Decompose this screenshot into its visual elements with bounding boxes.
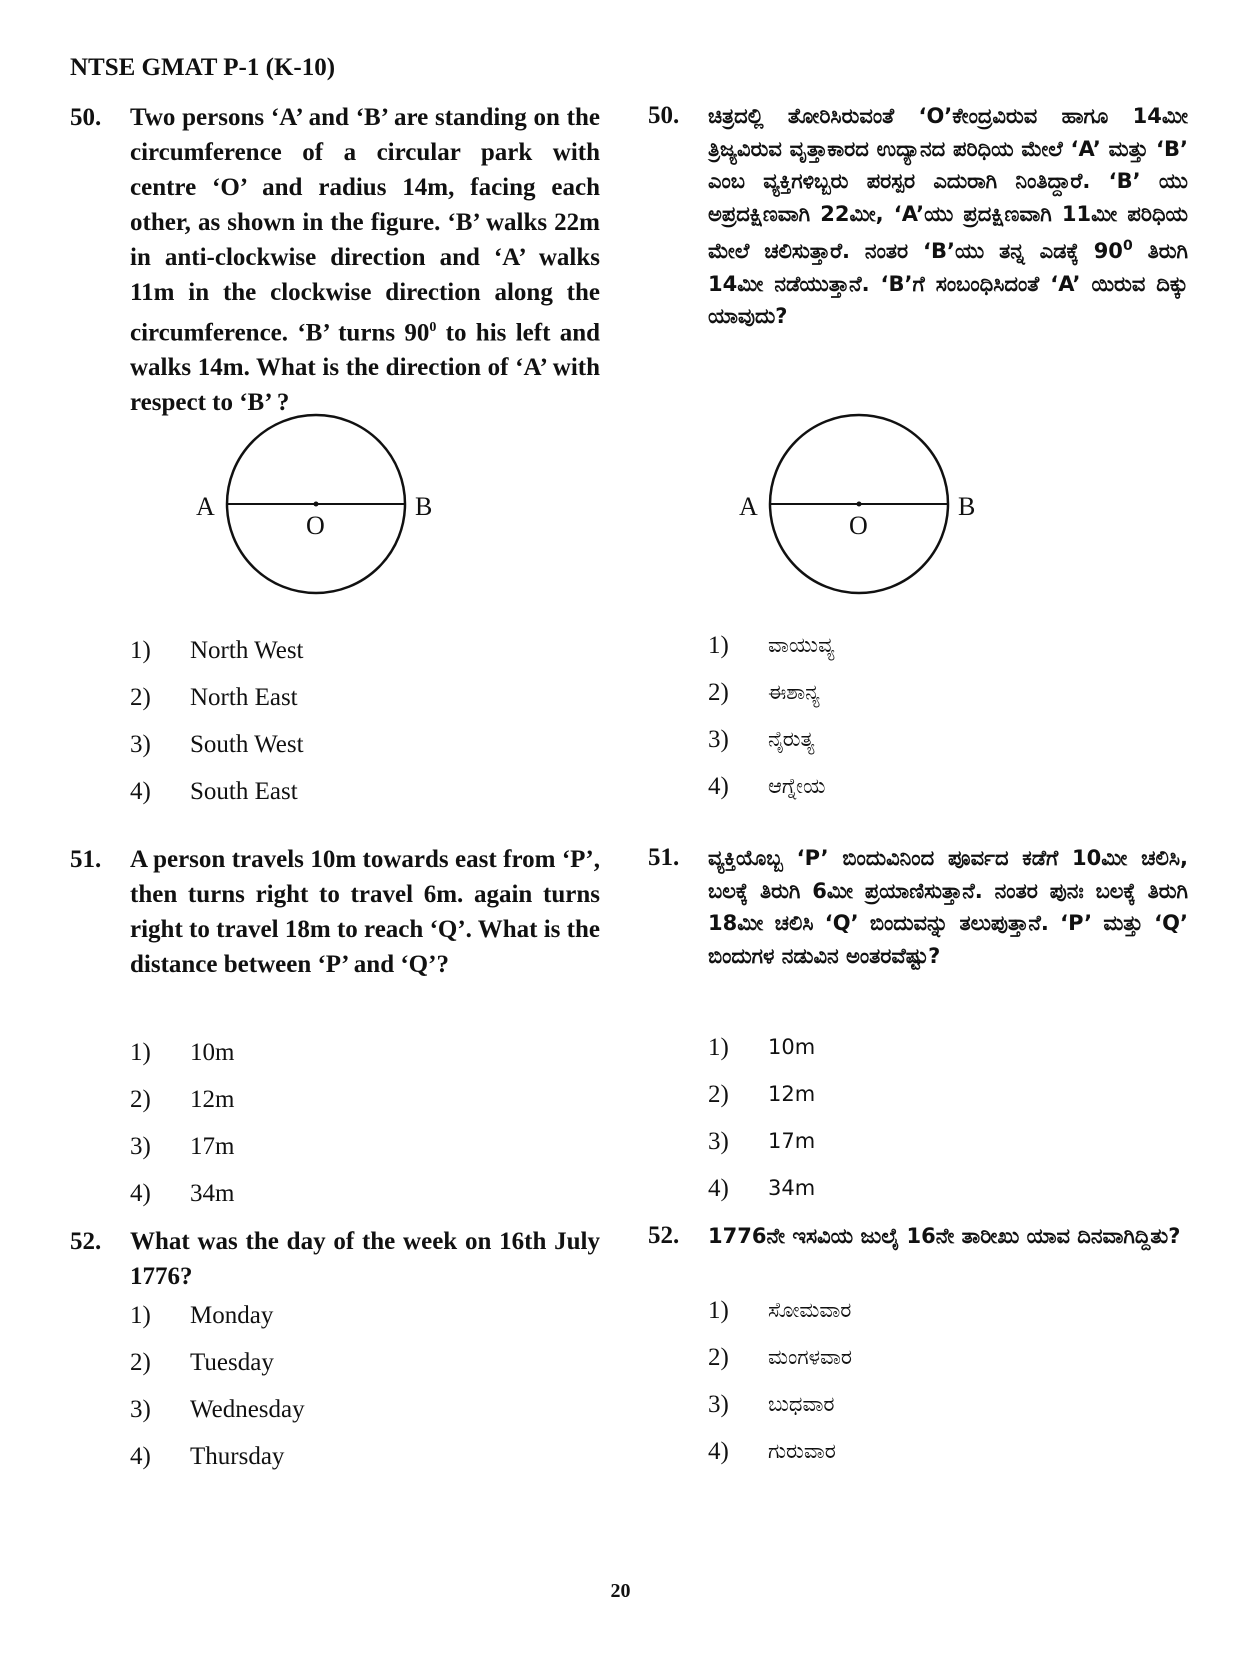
option-2[interactable]: 2) 12m (708, 1081, 816, 1108)
option-4[interactable]: 4) ಗುರುವಾರ (708, 1438, 836, 1465)
question-text: A person travels 10m towards east from ‘P’, then turns right to travel 6m. again turns right to travel 18m to reach ‘Q’. What is the distance between ‘P’ and ‘Q’? (130, 846, 600, 978)
question-number: 51. (648, 844, 680, 871)
option-4[interactable]: 4) ಆಗ್ನೇಯ (708, 773, 826, 800)
question-text: 1776ನೇ ಇಸವಿಯ ಜುಲೈ 16ನೇ ತಾರೀಖು ಯಾವ ದಿನವಾಗಿದ್ದಿತು? (708, 1224, 1181, 1248)
label-a: A (739, 492, 758, 521)
option-1[interactable]: 1) 10m (130, 1039, 235, 1066)
question-50-kn (648, 100, 1188, 333)
question-number: 52. (648, 1222, 680, 1249)
option-4[interactable]: 4) 34m (130, 1180, 235, 1207)
option-3[interactable]: 3) 17m (130, 1133, 235, 1160)
question-text: ವ್ಯಕ್ತಿಯೊಬ್ಬ ‘P’ ಬಿಂದುವಿನಿಂದ ಪೂರ್ವದ ಕಡೆಗೆ 10ಮೀ ಚಲಿಸಿ, ಬಲಕ್ಕೆ ತಿರುಗಿ 6ಮೀ ಪ್ರಯಾಣಿಸುತ್ತಾನೆ. ನಂತರ ಪುನಃ ಬಲಕ್ಕೆ ತಿರುಗಿ 18ಮೀ ಚಲಿಸಿ ‘Q’ ಬಿಂದುವನ್ನು ತಲುಪುತ್ತಾನೆ. ‘P’ ಮತ್ತು ‘Q’ ಬಿಂದುಗಳ ನಡುವಿನ ಅಂತರವೆಷ್ಟು? (708, 846, 1188, 968)
label-o: O (849, 511, 868, 540)
option-4[interactable]: 4) South East (130, 778, 298, 805)
option-1[interactable]: 1) Monday (130, 1302, 274, 1329)
label-a: A (196, 492, 215, 521)
label-b: B (415, 492, 433, 521)
option-1[interactable]: 1) 10m (708, 1034, 816, 1061)
question-text: Two persons ‘A’ and ‘B’ are standing on the circumference of a circular park with centre ‘O’ and radius 14m, facing each other, as shown in the figure. ‘B’ walks 22m in anti-clockwise direction and ‘A’ walks 11m in the clockwise direction along the circumference. ‘B’ turns $90^0$ to his left and walks 14m. What is the direction of ‘A’ with respect to ‘B’ ? (130, 104, 601, 417)
label-b: B (958, 492, 976, 521)
question-51-en (70, 842, 600, 982)
page-header: NTSE GMAT P-1 (K-10) (70, 54, 336, 81)
question-number: 52. (70, 1228, 102, 1255)
question-text: What was the day of the week on 16th July 1776? (130, 1228, 600, 1290)
option-1[interactable]: 1) ಸೋಮವಾರ (708, 1297, 852, 1324)
option-2[interactable]: 2) North East (130, 684, 298, 711)
option-3[interactable]: 3) South West (130, 731, 304, 758)
page-number: 20 (610, 1580, 631, 1602)
option-2[interactable]: 2) Tuesday (130, 1349, 274, 1376)
option-1[interactable]: 1) ವಾಯುವ್ಯ (708, 632, 835, 659)
options-51-en (130, 1029, 660, 1217)
option-3[interactable]: 3) ಬುಧವಾರ (708, 1391, 835, 1418)
option-4[interactable]: 4) Thursday (130, 1443, 285, 1470)
option-2[interactable]: 2) 12m (130, 1086, 235, 1113)
circle-figure-kn (733, 412, 993, 602)
question-number: 50. (70, 104, 102, 131)
label-o: O (306, 511, 325, 540)
question-number: 51. (70, 846, 102, 873)
centre-dot (314, 502, 319, 507)
option-3[interactable]: 3) 17m (708, 1128, 816, 1155)
question-51-kn (648, 842, 1188, 972)
option-3[interactable]: 3) ನೈರುತ್ಯ (708, 726, 815, 753)
option-2[interactable]: 2) ಈಶಾನ್ಯ (708, 679, 820, 706)
question-50-en (70, 100, 600, 420)
options-50-en (130, 627, 660, 815)
options-52-kn (708, 1287, 1241, 1475)
centre-dot (857, 502, 862, 507)
option-3[interactable]: 3) Wednesday (130, 1396, 305, 1423)
options-51-kn (708, 1024, 1241, 1212)
question-52-kn (648, 1220, 1188, 1253)
options-52-en (130, 1292, 660, 1480)
question-52-en (70, 1224, 600, 1294)
options-50-kn (708, 622, 1241, 810)
option-4[interactable]: 4) 34m (708, 1175, 816, 1202)
option-1[interactable]: 1) North West (130, 637, 304, 664)
question-number: 50. (648, 102, 680, 129)
question-text: ಚಿತ್ರದಲ್ಲಿ ತೋರಿಸಿರುವಂತೆ ‘O’ಕೇಂದ್ರವಿರುವ ಹಾಗೂ 14ಮೀ ತ್ರಿಜ್ಯವಿರುವ ವೃತ್ತಾಕಾರದ ಉದ್ಯಾನದ ಪರಿಧಿಯ ಮೇಲೆ ‘A’ ಮತ್ತು ‘B’ ಎಂಬ ವ್ಯಕ್ತಿಗಳಿಬ್ಬರು ಪರಸ್ಪರ ಎದುರಾಗಿ ನಿಂತಿದ್ದಾರೆ. ‘B’ ಯು ಅಪ್ರದಕ್ಷಿಣವಾಗಿ 22ಮೀ, ‘A’ಯು ಪ್ರದಕ್ಷಿಣವಾಗಿ 11ಮೀ ಪರಿಧಿಯ ಮೇಲೆ ಚಲಿಸುತ್ತಾರೆ. ನಂತರ ‘B’ಯು ತನ್ನ ಎಡಕ್ಕೆ $90^0$ ತಿರುಗಿ 14ಮೀ ನಡೆಯುತ್ತಾನೆ. ‘B’ಗೆ ಸಂಬಂಧಿಸಿದಂತೆ ‘A’ ಯಿರುವ ದಿಕ್ಕು ಯಾವುದು? (708, 104, 1189, 328)
circle-figure-en (190, 412, 450, 602)
option-2[interactable]: 2) ಮಂಗಳವಾರ (708, 1344, 853, 1371)
